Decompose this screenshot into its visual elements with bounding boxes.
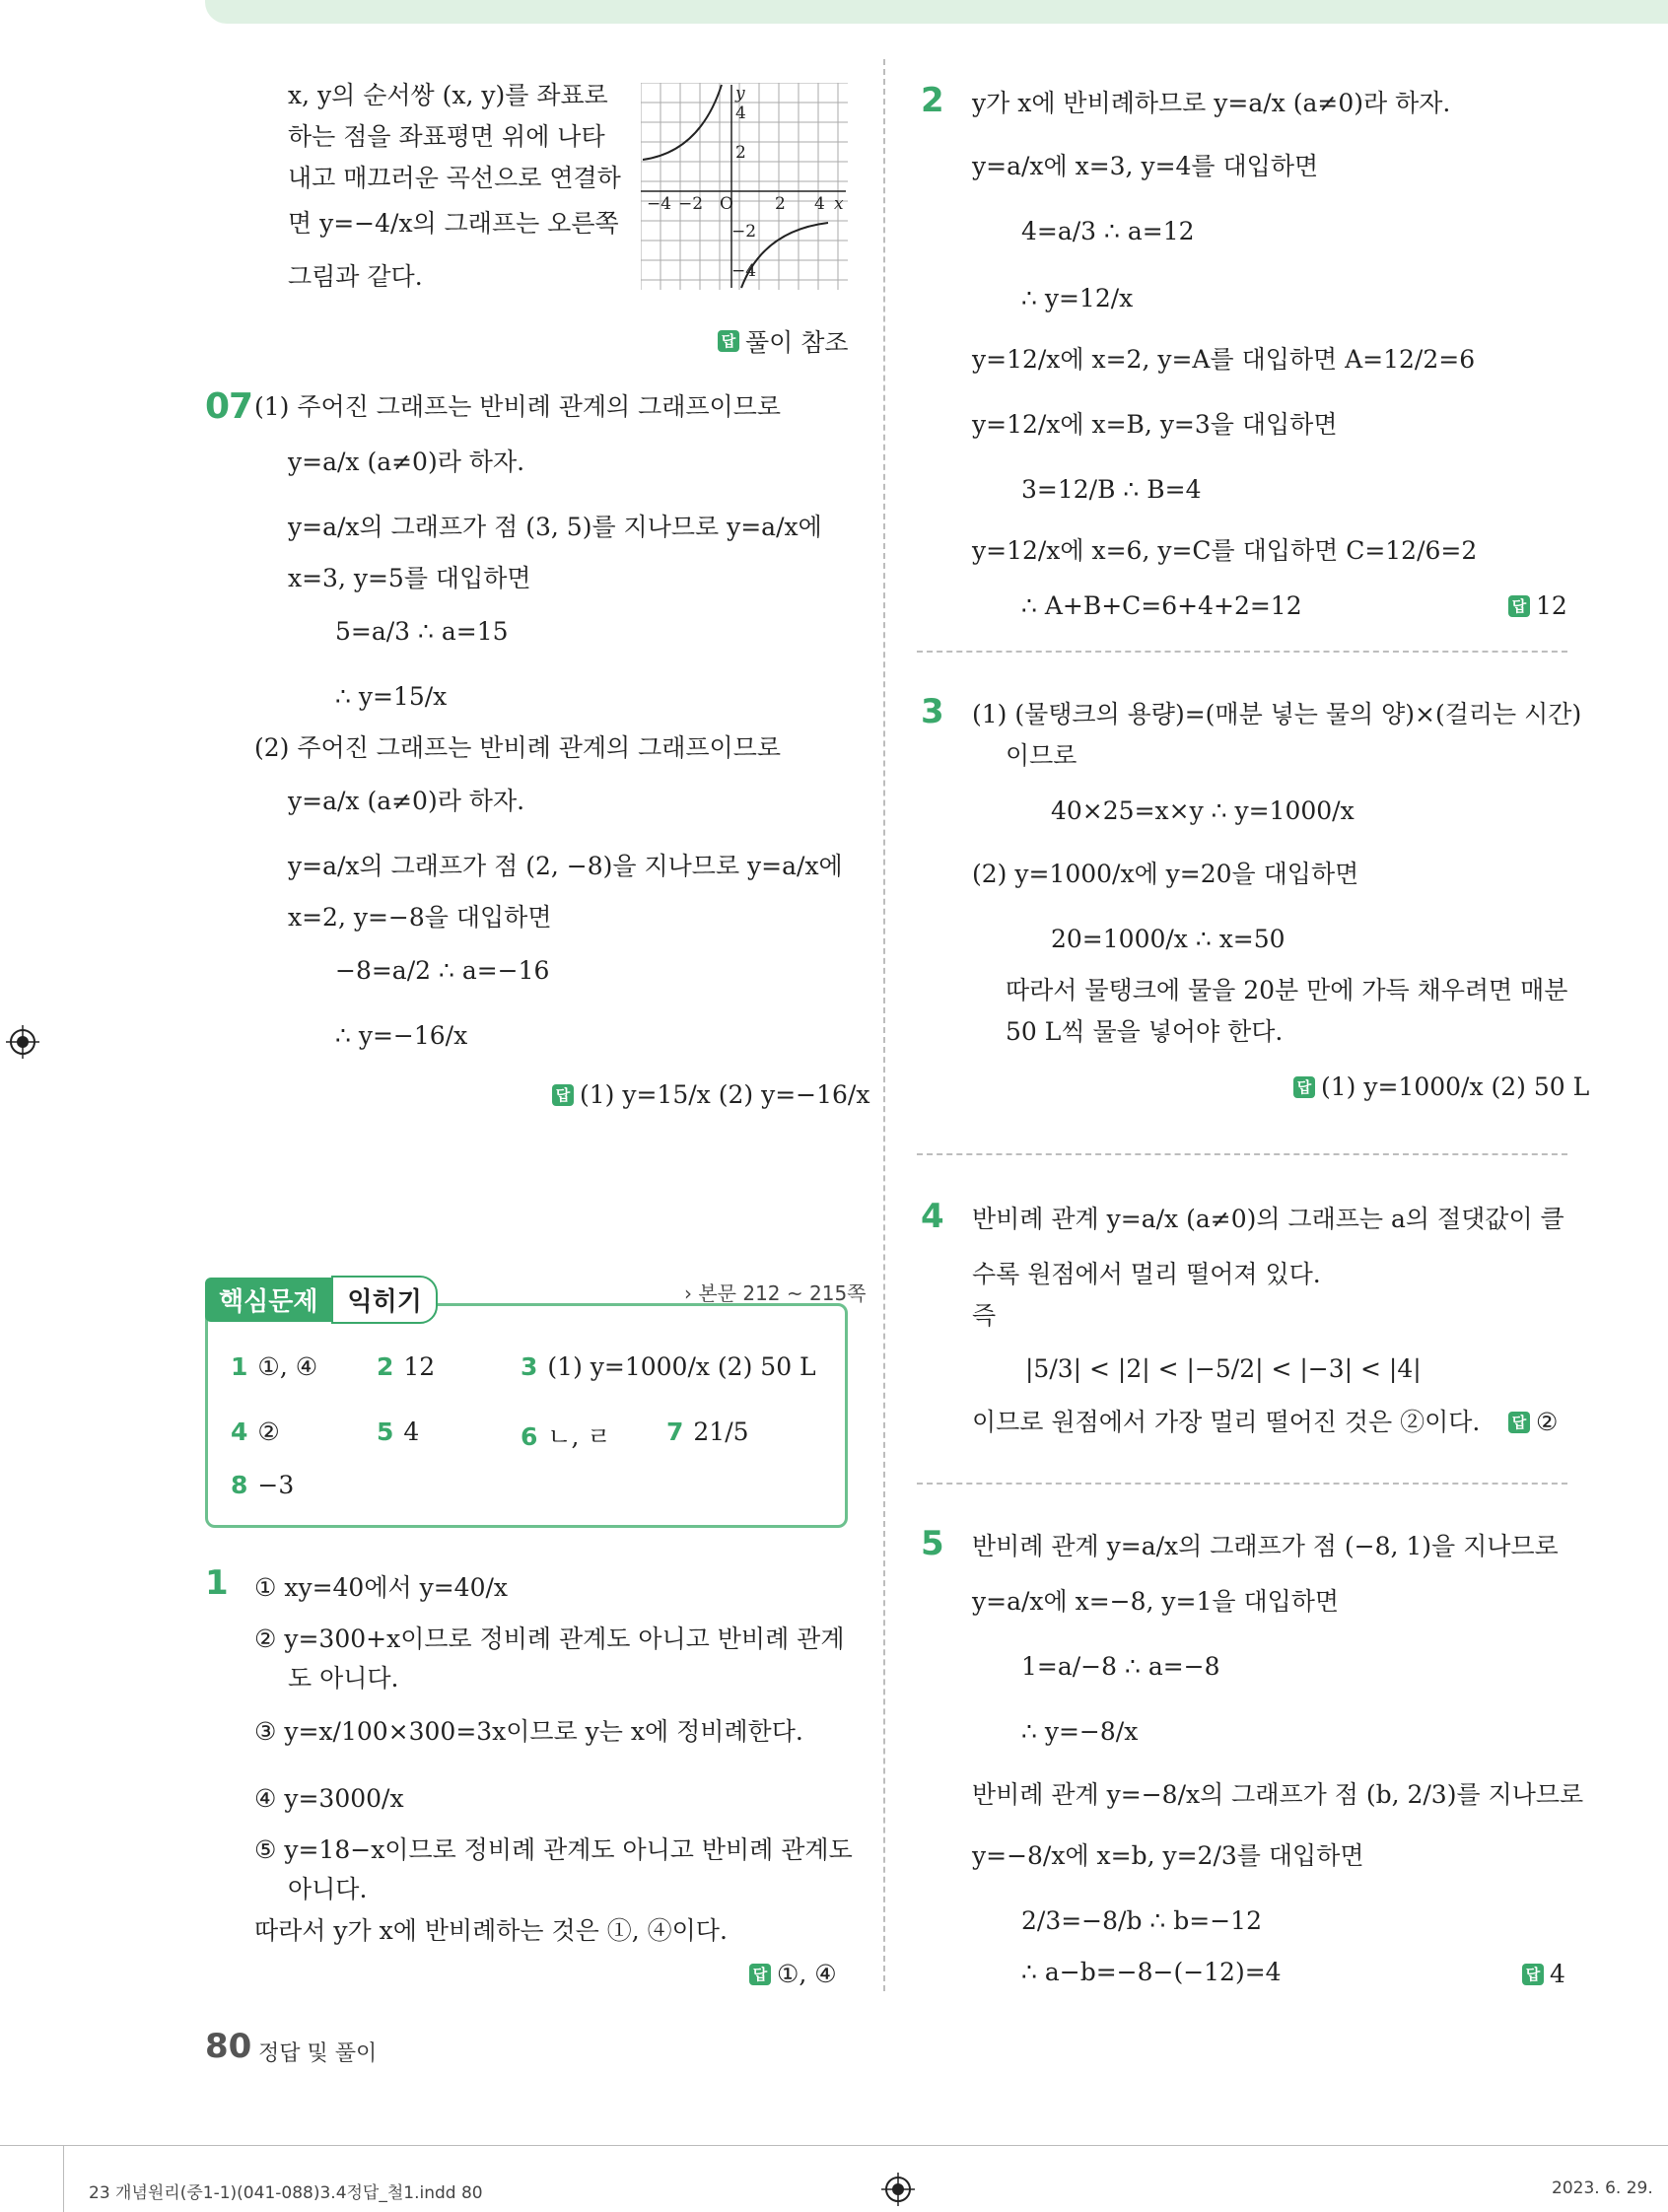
text-line: y=a/x의 그래프가 점 (2, −8)을 지나므로 y=a/x에 [288, 852, 843, 880]
print-date: 2023. 6. 29. [1552, 2178, 1653, 2198]
text-line: ③ y=x/100×300=3x이므로 y는 x에 정비례한다. [254, 1717, 803, 1746]
problem-number: 2 [921, 81, 944, 120]
text-line: ∴ a−b=−8−(−12)=4 [1021, 1958, 1282, 1986]
text-line: y=a/x에 x=−8, y=1을 대입하면 [972, 1587, 1340, 1616]
problem-number: 5 [921, 1524, 944, 1563]
page-number: 80 [205, 2027, 252, 2066]
text-line: 5=a/3 ∴ a=15 [335, 617, 509, 646]
crop-mark [63, 2145, 64, 2212]
text-line: 따라서 y가 x에 반비례하는 것은 ①, ④이다. [254, 1916, 728, 1945]
tick-label: −4 [647, 194, 672, 214]
core-item: 2 12 [377, 1352, 436, 1381]
section-divider [917, 651, 1567, 653]
core-problems-box [205, 1303, 848, 1528]
y-axis-label: y [735, 84, 745, 104]
text-line: 따라서 물탱크에 물을 20분 만에 가득 채우려면 매분 [1006, 976, 1568, 1004]
text-line: (2) 주어진 그래프는 반비례 관계의 그래프이므로 [254, 733, 781, 762]
core-item: 7 21/5 [666, 1417, 749, 1446]
page-label: 정답 및 풀이 [258, 2041, 378, 2066]
text-line: 아니다. [288, 1875, 368, 1903]
text-line: ① xy=40에서 y=40/x [254, 1573, 508, 1602]
section-divider [917, 1153, 1567, 1155]
answer-line [749, 1960, 837, 1988]
text-line: (2) y=1000/x에 y=20을 대입하면 [972, 860, 1359, 888]
answer-line [552, 1080, 869, 1109]
registration-mark-icon [881, 2173, 915, 2206]
text-line: x=3, y=5를 대입하면 [288, 564, 531, 592]
x-axis-label: x [834, 194, 844, 214]
text-line: ∴ A+B+C=6+4+2=12 [1021, 591, 1302, 620]
text-line: 도 아니다. [288, 1664, 399, 1693]
text-line: ⑤ y=18−x이므로 정비례 관계도 아니고 반비례 관계도 [254, 1835, 853, 1864]
answer-text: (1) y=15/x (2) y=−16/x [580, 1080, 870, 1109]
hyperbola-graph [641, 83, 848, 290]
answer-tag: 답 [749, 1964, 771, 1985]
core-item: 5 4 [377, 1417, 420, 1446]
text-line: y=a/x (a≠0)라 하자. [288, 787, 525, 815]
text-line: ∴ y=15/x [335, 682, 448, 711]
file-info: 23 개념원리(중1-1)(041-088)3.4정답_철1.indd 80 [89, 2183, 483, 2203]
core-item: 8 −3 [231, 1471, 295, 1499]
text-line: y=−8/x에 x=b, y=2/3를 대입하면 [972, 1841, 1364, 1870]
footer-rule [0, 2145, 1668, 2146]
tick-label: 4 [735, 104, 746, 123]
text-line: ∴ y=−16/x [335, 1021, 468, 1050]
tick-label: −4 [731, 261, 757, 281]
text-line: 반비례 관계 y=−8/x의 그래프가 점 (b, 2/3)를 지나므로 [972, 1780, 1584, 1809]
top-band [205, 0, 1668, 24]
text-line: ∴ y=−8/x [1021, 1717, 1139, 1746]
text-line: 수록 원점에서 멀리 떨어져 있다. [972, 1260, 1321, 1288]
column-divider [883, 59, 885, 1991]
tick-label: 2 [775, 194, 786, 214]
text-line: 20=1000/x ∴ x=50 [1051, 925, 1286, 953]
text-line: (1) (물탱크의 용량)=(매분 넣는 물의 양)×(걸리는 시간) [972, 700, 1582, 728]
text-line: 1=a/−8 ∴ a=−8 [1021, 1652, 1220, 1681]
text-line: 반비례 관계 y=a/x의 그래프가 점 (−8, 1)을 지나므로 [972, 1532, 1559, 1560]
text-line: y=12/x에 x=6, y=C를 대입하면 C=12/6=2 [972, 536, 1478, 565]
section-divider [917, 1483, 1567, 1485]
text-line: 그림과 같다. [288, 262, 423, 291]
answer-text: 풀이 참조 [745, 328, 849, 357]
answer-tag: 답 [1508, 595, 1530, 617]
answer-line [1508, 591, 1567, 620]
answer-tag: 답 [552, 1084, 574, 1106]
text-line: x, y의 순서쌍 (x, y)를 좌표로 [288, 81, 608, 109]
answer-text: ①, ④ [777, 1960, 837, 1988]
answer-text: 4 [1550, 1960, 1565, 1988]
answer-text: 12 [1536, 591, 1567, 620]
text-line: 3=12/B ∴ B=4 [1021, 475, 1202, 504]
text-line: ∴ y=12/x [1021, 284, 1134, 312]
text-line: 반비례 관계 y=a/x (a≠0)의 그래프는 a의 절댓값이 클 [972, 1205, 1564, 1233]
problem-number: 4 [921, 1197, 944, 1236]
text-line: 2/3=−8/b ∴ b=−12 [1021, 1906, 1262, 1935]
text-line: y=12/x에 x=2, y=A를 대입하면 A=12/2=6 [972, 345, 1476, 374]
text-line: 이므로 [1006, 741, 1077, 770]
tick-label: −2 [678, 194, 704, 214]
answer-tag: 답 [1293, 1076, 1315, 1098]
core-item: 3 (1) y=1000/x (2) 50 L [521, 1352, 816, 1381]
answer-tag: 답 [1522, 1964, 1544, 1985]
core-title-sub: 익히기 [331, 1276, 437, 1324]
answer-tag: 답 [718, 330, 739, 352]
text-line: ② y=300+x이므로 정비례 관계도 아니고 반비례 관계 [254, 1624, 845, 1653]
core-item: 4 ② [231, 1417, 280, 1446]
answer-line [1508, 1408, 1558, 1436]
tick-label: 4 [814, 194, 825, 214]
problem-number: 1 [205, 1563, 229, 1603]
core-item: 1 ①, ④ [231, 1352, 318, 1381]
text-line: 즉 [972, 1301, 997, 1330]
tick-label: −2 [731, 222, 757, 242]
core-item: 6 ㄴ, ㄹ [521, 1422, 611, 1451]
core-title-main: 핵심문제 [205, 1278, 331, 1322]
problem-number: 3 [921, 692, 944, 731]
text-line: 4=a/3 ∴ a=12 [1021, 217, 1195, 245]
origin-label: O [720, 194, 733, 214]
problem-number: 07 [205, 386, 253, 427]
text-line: |5/3| < |2| < |−5/2| < |−3| < |4| [1025, 1354, 1422, 1383]
text-line: y=a/x (a≠0)라 하자. [288, 448, 525, 476]
text-line: −8=a/2 ∴ a=−16 [335, 956, 550, 985]
text-line: 이므로 원점에서 가장 멀리 떨어진 것은 ②이다. [972, 1408, 1481, 1436]
answer-text: (1) y=1000/x (2) 50 L [1321, 1072, 1590, 1101]
text-line: y가 x에 반비례하므로 y=a/x (a≠0)라 하자. [972, 89, 1451, 117]
text-line: y=12/x에 x=B, y=3을 대입하면 [972, 410, 1338, 439]
text-line: x=2, y=−8을 대입하면 [288, 903, 552, 932]
text-line: 면 y=−4/x의 그래프는 오른쪽 [288, 209, 619, 238]
text-line: 내고 매끄러운 곡선으로 연결하 [288, 164, 621, 192]
text-line: 40×25=x×y ∴ y=1000/x [1051, 796, 1355, 825]
text-line: ④ y=3000/x [254, 1784, 404, 1813]
answer-line [718, 323, 849, 359]
answer-text: ② [1536, 1408, 1559, 1436]
answer-tag: 답 [1508, 1412, 1530, 1433]
registration-mark-icon [6, 1025, 39, 1059]
tick-label: 2 [735, 143, 746, 163]
text-line: (1) 주어진 그래프는 반비례 관계의 그래프이므로 [254, 392, 781, 421]
page-reference: › 본문 212 ~ 215쪽 [684, 1281, 867, 1305]
core-title [205, 1278, 438, 1321]
text-line: y=a/x에 x=3, y=4를 대입하면 [972, 152, 1319, 180]
text-line: 50 L씩 물을 넣어야 한다. [1006, 1017, 1284, 1046]
answer-line [1522, 1960, 1565, 1988]
text-line: y=a/x의 그래프가 점 (3, 5)를 지나므로 y=a/x에 [288, 513, 822, 541]
answer-line [1293, 1072, 1589, 1101]
text-line: 하는 점을 좌표평면 위에 나타 [288, 122, 605, 151]
